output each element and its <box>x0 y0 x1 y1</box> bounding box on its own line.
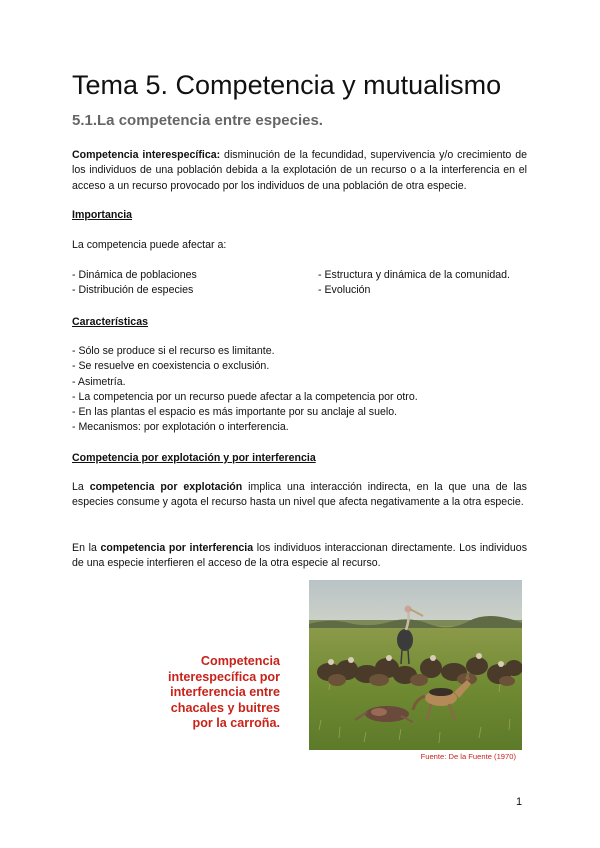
list-item: - Estructura y dinámica de la comunidad. <box>318 269 510 281</box>
definition-text: disminución de la fecundidad, supervivencia y/o crecimiento de los individuos de una población debida a la explotación de un recurso o a la interferencia en el acceso a un recurso provocado por los individuos de una población de otra especie. <box>72 149 527 192</box>
definition-term: Competencia interespecífica: <box>72 149 221 161</box>
section-subtitle: 5.1.La competencia entre especies. <box>72 112 323 129</box>
list-item: - Dinámica de poblaciones <box>72 269 197 281</box>
interference-term: competencia por interferencia <box>100 542 254 554</box>
exploitation-paragraph <box>72 480 527 511</box>
paragraph-text: implica una interacción indirecta, en la que una de las especies consume y agota el recurso hasta un nivel que afecta negativamente a la otra especie. <box>72 481 527 509</box>
characteristics-heading-block <box>72 315 527 330</box>
paragraph-text: La <box>72 481 90 493</box>
list-item: - Mecanismos: por explotación o interferencia. <box>72 421 289 434</box>
list-item: - Asimetría. <box>72 375 126 388</box>
interference-paragraph <box>72 541 527 572</box>
list-item: - Se resuelve en coexistencia o exclusión. <box>72 360 270 373</box>
list-item: - En las plantas el espacio es más importante por su anclaje al suelo. <box>72 406 398 419</box>
mechanisms-heading-block <box>72 451 527 466</box>
list-item: - Evolución <box>318 284 371 297</box>
mechanisms-heading: Competencia por explotación y por interferencia <box>72 452 316 464</box>
importance-right-column <box>318 268 510 299</box>
exploitation-term: competencia por explotación <box>89 481 243 493</box>
paragraph-text: los individuos interaccionan directamente. Los individuos de una especie interfieren el acceso de la otra especie al recurso. <box>72 542 527 570</box>
page-title: Tema 5. Competencia y mutualismo <box>72 70 502 100</box>
figure-photo <box>309 580 522 750</box>
figure-source: Fuente: De la Fuente (1970) <box>420 752 516 761</box>
characteristics-list <box>72 344 527 436</box>
importance-heading: Importancia <box>72 209 133 221</box>
importance-heading-block <box>72 208 527 223</box>
characteristics-heading: Características <box>72 316 148 328</box>
savanna-scene-image <box>309 580 522 750</box>
paragraph-text: En la <box>72 542 101 554</box>
importance-intro-block <box>72 238 527 253</box>
importance-intro: La competencia puede afectar a: <box>72 239 227 251</box>
page-number: 1 <box>516 796 523 808</box>
figure-caption: Competencia interespecífica por interferencia entre chacales y buitres por la carroña. <box>168 654 280 730</box>
list-item: - La competencia por un recurso puede afectar a la competencia por otro. <box>72 390 418 403</box>
list-item: - Distribución de especies <box>72 284 194 297</box>
definition-paragraph <box>72 148 527 194</box>
list-item: - Sólo se produce si el recurso es limitante. <box>72 345 275 357</box>
importance-left-column <box>72 268 197 299</box>
